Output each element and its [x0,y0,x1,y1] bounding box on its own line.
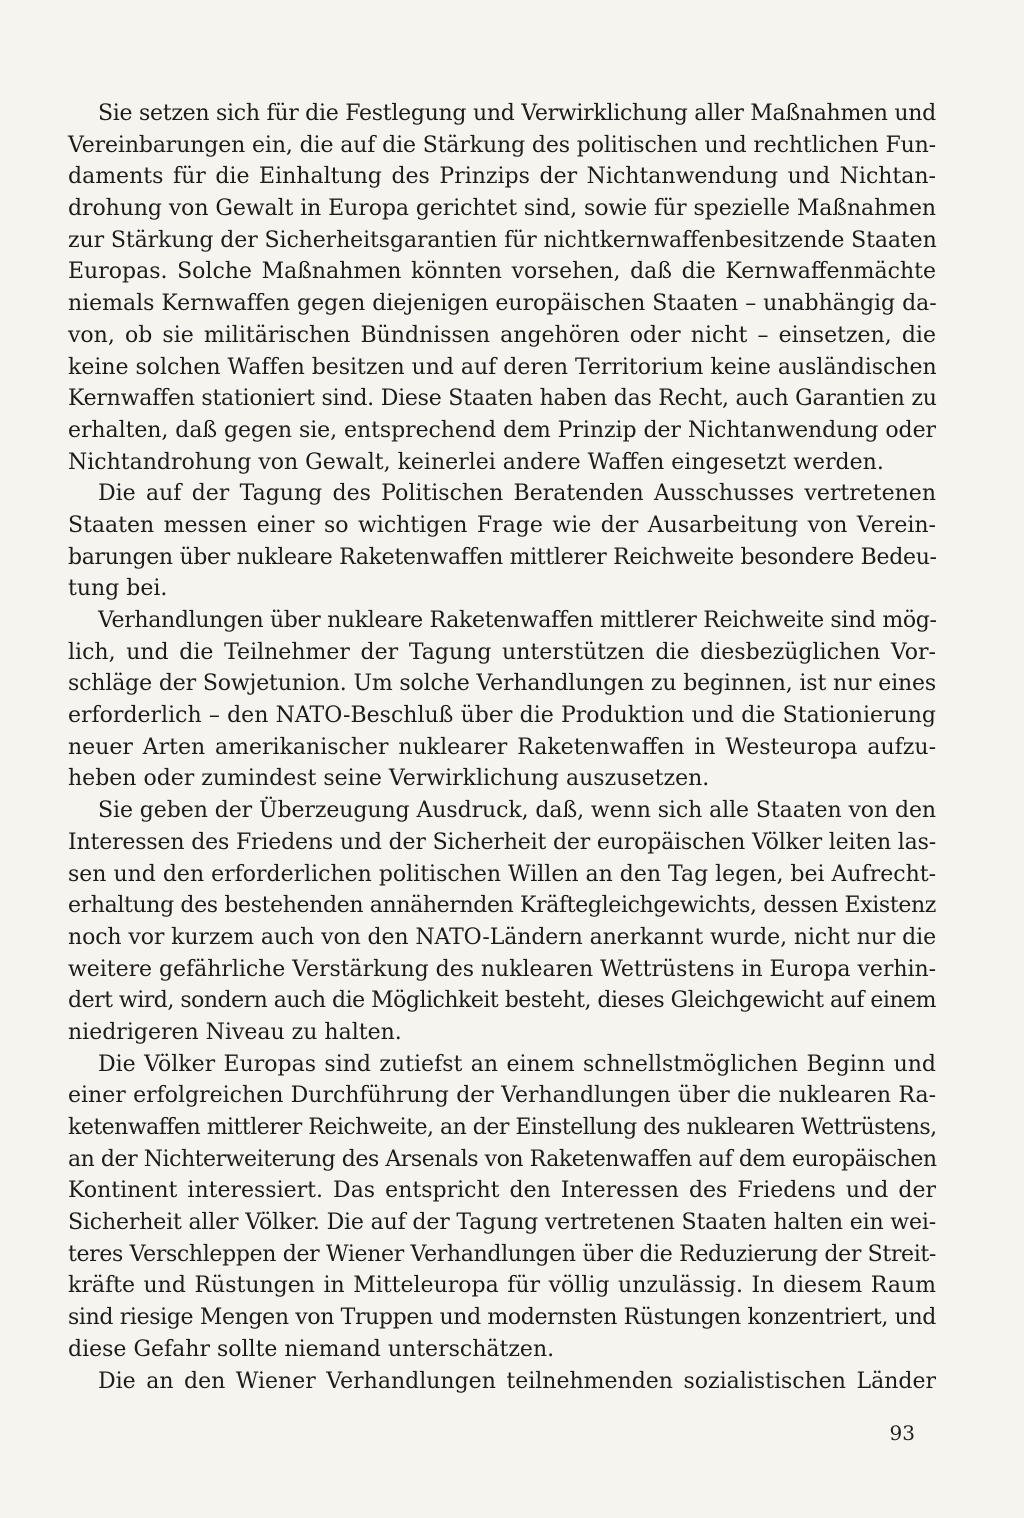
paragraph [68,98,936,478]
text-line: tung bei. [68,576,168,602]
text-line: an der Nichterweiterung des Arsenals von Raketenwaffen auf dem europäischen [68,1146,937,1172]
text-line: von, ob sie militärischen Bündnissen angehören oder nicht – einsetzen, die [68,322,936,348]
text-line: erhaltung des bestehenden annähernden Kräftegleichgewichts, dessen Existenz [68,893,936,919]
page-number: 93 [889,1421,915,1445]
text-line: einer erfolgreichen Durchführung der Verhandlungen über die nuklearen Ra- [68,1083,936,1109]
paragraph [68,605,936,795]
text-line: erhalten, daß gegen sie, entsprechend dem Prinzip der Nichtanwendung oder [68,417,936,443]
text-line: keine solchen Waffen besitzen und auf deren Territorium keine ausländischen [68,354,937,380]
text-line: Die an den Wiener Verhandlungen teilnehmenden sozialistischen Länder [98,1368,936,1394]
text-line: schläge der Sowjetunion. Um solche Verhandlungen zu beginnen, ist nur eines [68,671,936,697]
text-line: niemals Kernwaffen gegen diejenigen europäischen Staaten – unabhängig da- [68,291,937,317]
text-line: Sie geben der Überzeugung Ausdruck, daß, wenn sich alle Staaten von den [98,798,936,824]
paragraph [68,795,936,1049]
text-line: barungen über nukleare Raketenwaffen mittlerer Reichweite besondere Bedeu- [68,544,937,570]
text-line: diese Gefahr sollte niemand unterschätzen. [68,1336,555,1362]
text-line: Staaten messen einer so wichtigen Frage wie der Ausarbeitung von Verein- [68,512,936,538]
text-line: niedrigeren Niveau zu halten. [68,1019,402,1045]
text-line: dert wird, sondern auch die Möglichkeit besteht, dieses Gleichgewicht auf einem [68,988,936,1014]
text-line: weitere gefährliche Verstärkung des nuklearen Wettrüstens in Europa verhin- [68,956,936,982]
text-line: drohung von Gewalt in Europa gerichtet sind, sowie für spezielle Maßnahmen [68,196,936,222]
paragraph [68,478,936,605]
text-line: heben oder zumindest seine Verwirklichung auszusetzen. [68,766,710,792]
text-line: Sicherheit aller Völker. Die auf der Tagung vertretenen Staaten halten ein wei- [68,1210,936,1236]
text-line: Vereinbarungen ein, die auf die Stärkung des politischen und rechtlichen Fun- [68,132,936,158]
text-line: kräfte und Rüstungen in Mitteleuropa für völlig unzulässig. In diesem Raum [68,1273,936,1299]
text-line: sen und den erforderlichen politischen Willen an den Tag legen, bei Aufrecht- [68,861,936,887]
text-line: Kernwaffen stationiert sind. Diese Staaten haben das Recht, auch Garantien zu [68,386,937,412]
text-line: sind riesige Mengen von Truppen und modernsten Rüstungen konzentriert, und [68,1305,936,1331]
text-line: daments für die Einhaltung des Prinzips der Nichtanwendung und Nichtan- [68,164,936,190]
text-line: Die auf der Tagung des Politischen Beratenden Ausschusses vertretenen [98,481,936,507]
text-line: teres Verschleppen der Wiener Verhandlungen über die Reduzierung der Streit- [68,1241,936,1267]
text-line: erforderlich – den NATO-Beschluß über die Produktion und die Stationierung [68,703,936,729]
text-line: Die Völker Europas sind zutiefst an einem schnellstmöglichen Beginn und [98,1051,936,1077]
text-line: lich, und die Teilnehmer der Tagung unterstützen die diesbezüglichen Vor- [68,639,936,665]
text-line: Europas. Solche Maßnahmen könnten vorsehen, daß die Kernwaffenmächte [68,259,936,285]
text-line: ketenwaffen mittlerer Reichweite, an der Einstellung des nuklearen Wettrüstens, [68,1115,937,1140]
text-line: Kontinent interessiert. Das entspricht den Interessen des Friedens und der [68,1178,936,1204]
body-text [68,98,936,1397]
text-line: neuer Arten amerikanischer nuklearer Raketenwaffen in Westeuropa aufzu- [68,734,936,760]
paragraph [68,1366,936,1398]
text-line: Sie setzen sich für die Festlegung und Verwirklichung aller Maßnahmen und [98,101,936,126]
text-line: Nichtandrohung von Gewalt, keinerlei andere Waffen eingesetzt werden. [68,449,884,475]
text-line: Interessen des Friedens und der Sicherheit der europäischen Völker leiten las- [68,829,936,855]
text-line: zur Stärkung der Sicherheitsgarantien für nichtkernwaffenbesitzende Staaten [68,227,937,253]
text-line: noch vor kurzem auch von den NATO-Ländern anerkannt wurde, nicht nur die [68,924,936,950]
paragraph [68,1049,936,1366]
text-line: Verhandlungen über nukleare Raketenwaffen mittlerer Reichweite sind mög- [98,608,937,633]
